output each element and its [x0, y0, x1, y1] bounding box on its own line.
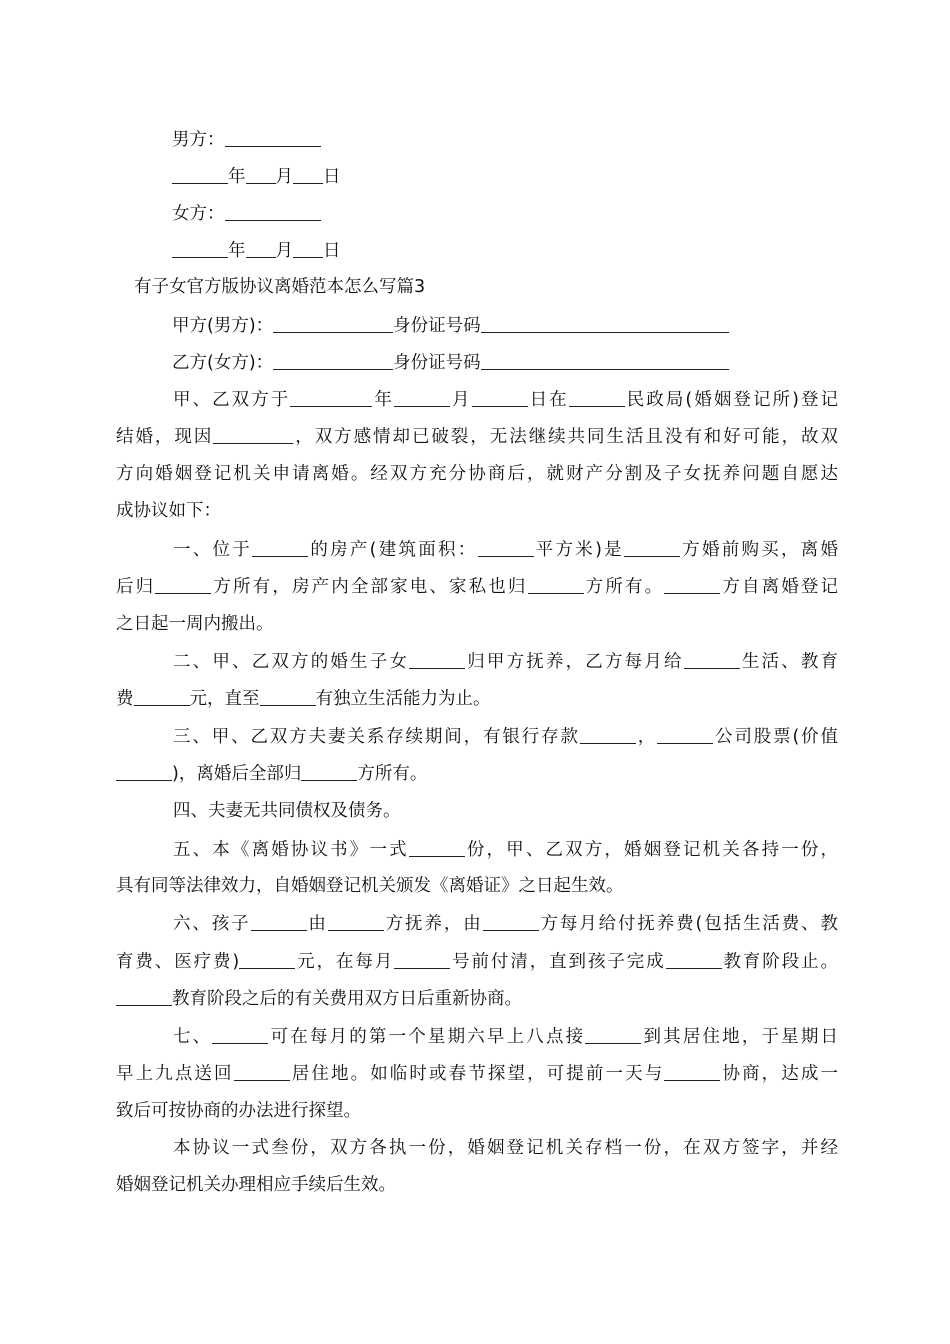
- clause-1-line-1: [116, 536, 838, 562]
- text-span: 日: [323, 167, 341, 187]
- text-span: 方所有。: [583, 577, 665, 597]
- text-span: 方所有。: [357, 764, 428, 784]
- blank: [472, 386, 528, 407]
- blank: [172, 237, 228, 258]
- text-span: 教育阶段止。: [721, 952, 839, 972]
- clause-3-line-2: [116, 760, 838, 786]
- text-span: 平方米)是: [533, 540, 624, 560]
- text-span: 协商，达成一: [720, 1064, 838, 1084]
- blank: [569, 386, 625, 407]
- man-label: 男方：: [172, 130, 225, 150]
- text-span: 生活、教育: [739, 652, 839, 672]
- blank: [293, 237, 323, 258]
- text-span: 结婚，现因: [116, 427, 214, 447]
- blank: [273, 312, 393, 333]
- blank: [260, 685, 316, 706]
- text-span: 方每月给付抚养费(包括生活费、教: [538, 914, 839, 934]
- clause-7-line-2: [116, 1060, 838, 1086]
- text-span: 后归: [116, 577, 156, 597]
- clause-2-line-2: [116, 685, 838, 711]
- blank: [394, 386, 450, 407]
- text-span: 育费、医疗费): [116, 952, 240, 972]
- blank: [409, 836, 465, 857]
- text-span: 元，在每月: [295, 952, 395, 972]
- blank: [116, 760, 172, 781]
- blank: [664, 573, 720, 594]
- text-span: 身份证号码: [393, 316, 481, 336]
- text-span: 的房产(建筑面积：: [308, 540, 478, 560]
- blank: [301, 760, 357, 781]
- text-span: 月: [449, 390, 472, 410]
- text-span: 方自离婚登记: [720, 577, 839, 597]
- text-span: 六、孩子: [173, 914, 251, 934]
- clause-1-line-3: 之日起一周内搬出。: [116, 614, 274, 634]
- text-span: 七、: [173, 1027, 213, 1047]
- text-span: 教育阶段之后的有关费用双方日后重新协商。: [172, 989, 522, 1009]
- blank: [134, 685, 190, 706]
- blank: [273, 349, 393, 370]
- section-title: 有子女官方版协议离婚范本怎么写篇3: [134, 277, 426, 297]
- text-span: 由: [306, 914, 328, 934]
- text-span: 日在: [527, 390, 569, 410]
- text-span: 月: [275, 167, 293, 187]
- blank: [481, 349, 729, 370]
- blank: [684, 648, 740, 669]
- blank: [225, 126, 321, 147]
- blank: [481, 312, 729, 333]
- text-span: 方婚前购买，离婚: [679, 540, 839, 560]
- text-span: 月: [275, 241, 293, 261]
- intro-line-2: [116, 423, 838, 449]
- text-span: 费: [116, 689, 134, 709]
- intro-line-4: 成协议如下：: [116, 501, 221, 521]
- text-span: 民政局(婚姻登记所)登记: [624, 390, 839, 410]
- clause-7-line-1: [116, 1023, 838, 1049]
- text-span: 归甲方抚养，乙方每月给: [465, 652, 684, 672]
- blank: [394, 948, 450, 969]
- blank: [293, 163, 323, 184]
- woman-date-line: [172, 237, 341, 263]
- text-span: 方所有，房产内全部家电、家私也归: [211, 577, 528, 597]
- blank: [234, 1060, 290, 1081]
- text-span: 三、甲、乙双方夫妻关系存续期间，有银行存款: [173, 727, 580, 747]
- blank: [409, 648, 465, 669]
- clause-5-line-1: [116, 836, 838, 862]
- clause-2-line-1: [116, 648, 838, 674]
- text-span: 居住地。如临时或春节探望，可提前一天与: [289, 1064, 665, 1084]
- text-span: 号前付清，直到孩子完成: [450, 952, 666, 972]
- text-span: 五、本《离婚协议书》一式: [173, 840, 409, 860]
- intro-line-1: [116, 386, 838, 412]
- blank: [290, 386, 372, 407]
- text-span: 年: [372, 390, 394, 410]
- blank: [328, 910, 384, 931]
- woman-label: 女方：: [172, 204, 225, 224]
- clause-1-line-2: [116, 573, 838, 599]
- party-a-line: [172, 312, 729, 338]
- text-span: 方抚养，由: [383, 914, 483, 934]
- blank: [246, 237, 276, 258]
- text-span: 甲、乙双方于: [173, 390, 291, 410]
- blank: [246, 163, 276, 184]
- blank: [478, 536, 534, 557]
- text-span: 身份证号码: [393, 353, 481, 373]
- clause-6-line-3: [116, 985, 838, 1011]
- blank: [483, 910, 539, 931]
- man-date-line: [172, 163, 341, 189]
- text-span: 有独立生活能力为止。: [315, 689, 491, 709]
- text-span: 到其居住地，于星期日: [641, 1027, 839, 1047]
- blank: [528, 573, 584, 594]
- text-span: 日: [323, 241, 341, 261]
- text-span: 份，甲、乙双方，婚姻登记机关各持一份，: [464, 840, 839, 860]
- blank: [666, 948, 722, 969]
- blank: [239, 948, 295, 969]
- closing-line-2: 婚姻登记机关办理相应手续后生效。: [116, 1175, 396, 1195]
- text-span: )，离婚后全部归: [172, 764, 302, 784]
- clause-7-line-3: 致后可按协商的办法进行探望。: [116, 1101, 361, 1121]
- text-span: 公司股票(价值: [713, 727, 839, 747]
- party-b-line: [172, 349, 729, 375]
- blank: [252, 536, 308, 557]
- text-span: 甲方(男方)：: [172, 316, 274, 336]
- clause-6-line-2: [116, 948, 838, 974]
- blank: [213, 423, 293, 444]
- intro-line-3: 方向婚姻登记机关申请离婚。经双方充分协商后，就财产分割及子女抚养问题自愿达: [116, 464, 838, 484]
- text-span: 元，直至: [189, 689, 260, 709]
- blank: [585, 1023, 641, 1044]
- text-span: 二、甲、乙双方的婚生子女: [173, 652, 410, 672]
- blank: [212, 1023, 268, 1044]
- clause-3-line-1: [116, 723, 838, 749]
- blank: [116, 985, 172, 1006]
- blank: [664, 1060, 720, 1081]
- clause-6-line-1: [116, 910, 838, 936]
- blank: [251, 910, 307, 931]
- text-span: 乙方(女方)：: [172, 353, 274, 373]
- text-span: 可在每月的第一个星期六早上八点接: [268, 1027, 586, 1047]
- man-signature-line: [172, 126, 321, 152]
- blank: [172, 163, 228, 184]
- blank: [580, 723, 636, 744]
- text-span: 早上九点送回: [116, 1064, 234, 1084]
- text-span: ，: [635, 727, 658, 747]
- clause-4: 四、夫妻无共同债权及债务。: [173, 801, 401, 821]
- text-span: 年: [228, 167, 246, 187]
- blank: [155, 573, 211, 594]
- text-span: 年: [228, 241, 246, 261]
- blank: [657, 723, 713, 744]
- closing-line-1: 本协议一式叁份，双方各执一份，婚姻登记机关存档一份，在双方签字，并经: [173, 1138, 838, 1158]
- blank: [624, 536, 680, 557]
- woman-signature-line: [172, 200, 321, 226]
- blank: [225, 200, 321, 221]
- text-span: 一、位于: [173, 540, 253, 560]
- clause-5-line-2: 具有同等法律效力，自婚姻登记机关颁发《离婚证》之日起生效。: [116, 876, 624, 896]
- text-span: ，双方感情却已破裂，无法继续共同生活且没有和好可能，故双: [293, 427, 839, 447]
